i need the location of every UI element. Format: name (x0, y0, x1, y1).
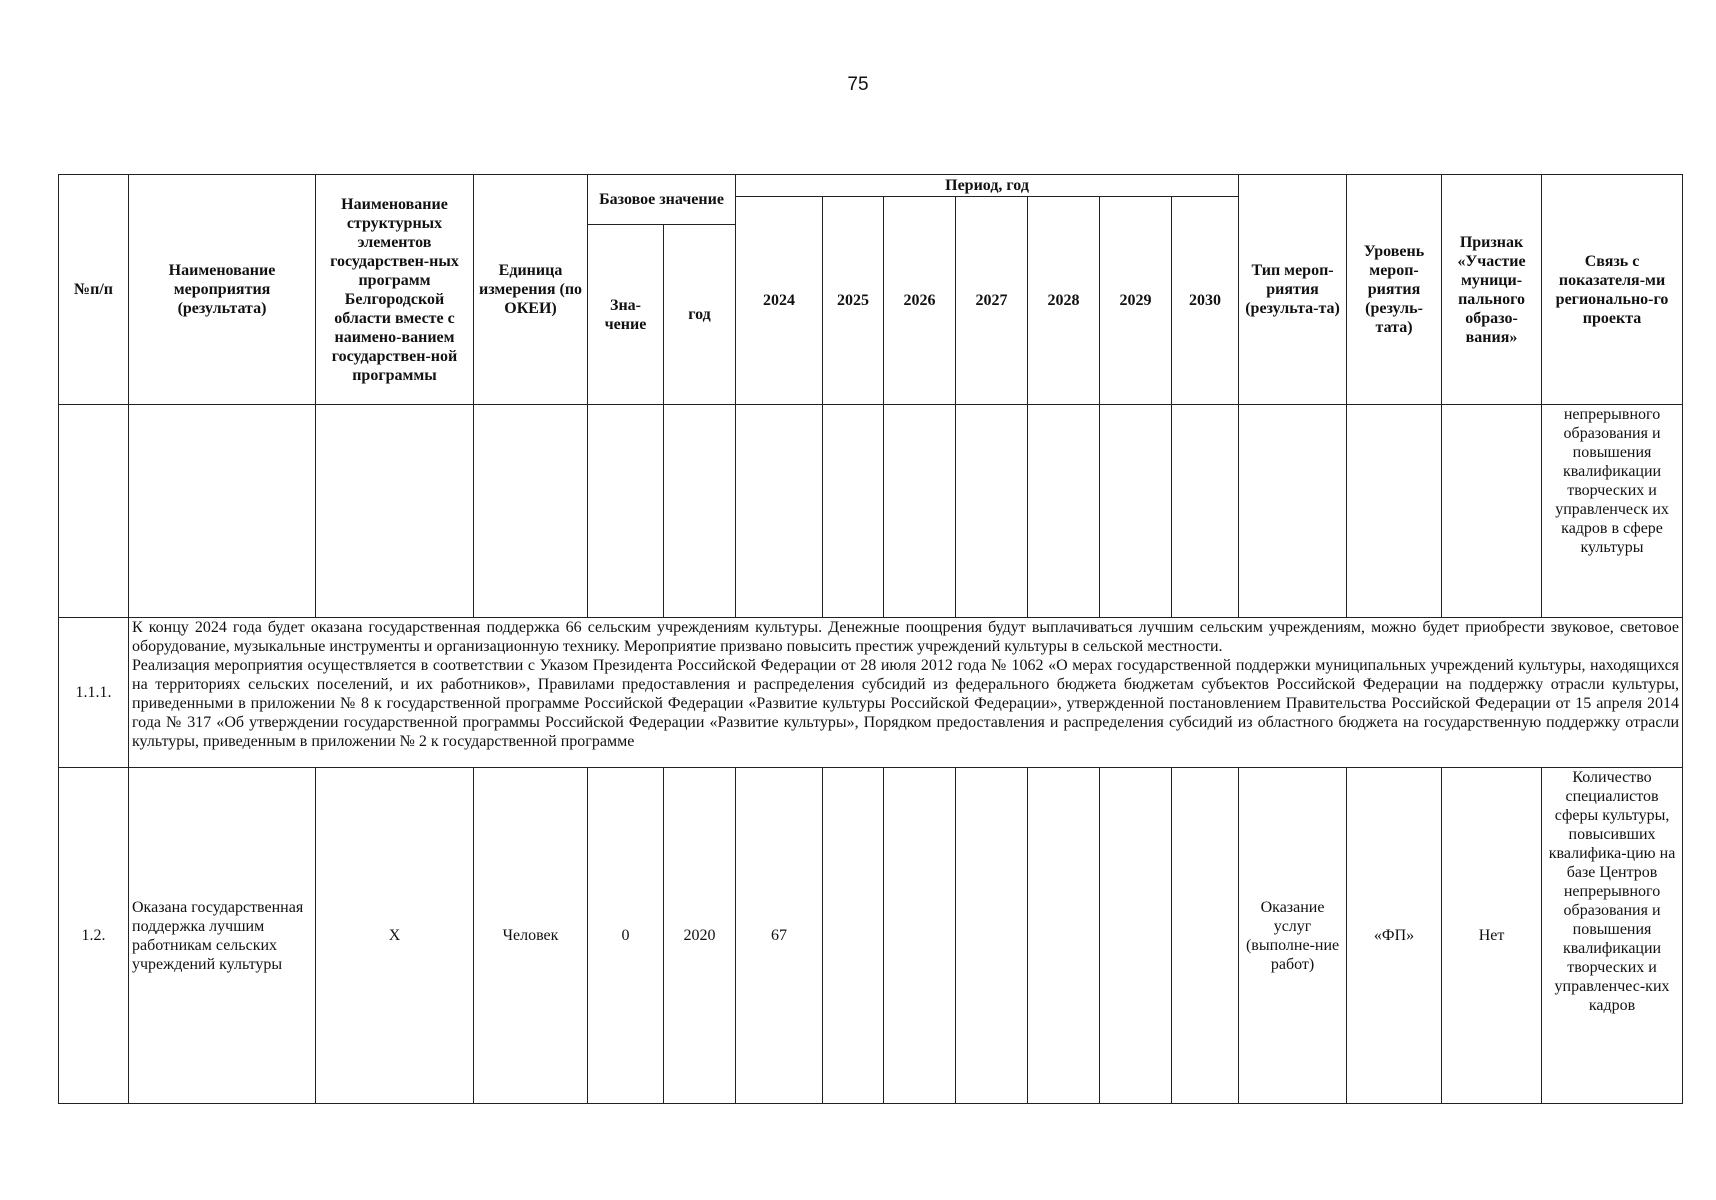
table-row-continuation (59, 405, 1683, 618)
row-12-2026 (884, 768, 956, 1104)
header-year-2030: 2030 (1172, 197, 1239, 405)
cont-name (129, 405, 316, 618)
row-12-unit: Человек (474, 768, 588, 1104)
row-12-2030 (1172, 768, 1239, 1104)
header-level: Уровень мероп-риятия (резуль-тата) (1347, 175, 1442, 405)
header-base: Базовое значение (588, 175, 736, 225)
cont-2025 (823, 405, 884, 618)
row-111-description (129, 618, 1683, 768)
row-12-municipal: Нет (1442, 768, 1542, 1104)
row-12-2024: 67 (736, 768, 823, 1104)
header-link: Связь с показателя-ми регионально-го проекта (1542, 175, 1683, 405)
header-municipal: Признак «Участие муници-пального образо-вания» (1442, 175, 1542, 405)
header-period: Период, год (736, 175, 1239, 197)
page-number: 75 (847, 74, 869, 95)
row-12-num: 1.2. (59, 768, 129, 1104)
row-12-2029 (1100, 768, 1172, 1104)
cont-2030 (1172, 405, 1239, 618)
header-year-2027: 2027 (956, 197, 1028, 405)
header-year-2024: 2024 (736, 197, 823, 405)
cont-num (59, 405, 129, 618)
row-111-para-2: Реализация мероприятия осуществляется в соответствии с Указом Президента Российской Федерации от 28 июля 2012 года № 1062 «О мерах государственной поддержки муниципальных учреждений культуры, находящихся на территориях сельских поселений, и их работников», Правилами предоставления и распределения субсидий из федерального бюджета бюджетам субъектов Российской Федерации на поддержку отрасли культуры, приведенными в приложении № 8 к государственной программе Российской Федерации «Развитие культуры Российской Федерации», утвержденной постановлением Правительства Российской Федерации от 15 апреля 2014 года № 317 «Об утверждении государственной программы Российской Федерации «Развитие культуры», Порядком предоставления и распределения субсидий из областного бюджета на государственную поддержку отрасли культуры, приведенным в приложении № 2 к государственной программе (132, 657, 1680, 750)
header-unit: Единица измерения (по ОКЕИ) (474, 175, 588, 405)
header-num: №п/п (59, 175, 129, 405)
header-year-2025: 2025 (823, 197, 884, 405)
row-12-name: Оказана государственная поддержка лучшим работникам сельских учреждений культуры (129, 768, 316, 1104)
cont-struct (316, 405, 474, 618)
header-year-2028: 2028 (1028, 197, 1100, 405)
table-row-1-1-1 (59, 618, 1683, 768)
row-12-link: Количество специалистов сферы культуры, повысивших квалифика-цию на базе Центров непрерывного образования и повышения квалификации творческих и управленчес-ких кадров (1548, 769, 1676, 1014)
row-12-link-cell (1542, 768, 1683, 1104)
program-table (58, 174, 1683, 1104)
row-12-2028 (1028, 768, 1100, 1104)
row-12-base-value: 0 (588, 768, 664, 1104)
cont-base-value (588, 405, 664, 618)
cont-level (1347, 405, 1442, 618)
header-year-2026: 2026 (884, 197, 956, 405)
header-name: Наименование мероприятия (результата) (129, 175, 316, 405)
cont-unit (474, 405, 588, 618)
cont-2028 (1028, 405, 1100, 618)
row-12-2027 (956, 768, 1028, 1104)
cont-link: непрерывного образования и повышения квалификации творческих и управленческ их кадров в сфере культуры (1555, 406, 1669, 556)
table-row-1-2 (59, 768, 1683, 1104)
cont-type (1239, 405, 1347, 618)
row-12-level: «ФП» (1347, 768, 1442, 1104)
header-row-1 (59, 175, 1683, 197)
header-base-value: Зна-чение (588, 225, 664, 405)
header-base-year: год (664, 225, 736, 405)
header-type: Тип мероп-риятия (результа-та) (1239, 175, 1347, 405)
row-12-struct: X (316, 768, 474, 1104)
cont-2026 (884, 405, 956, 618)
row-12-type: Оказание услуг (выполне-ние работ) (1239, 768, 1347, 1104)
cont-2024 (736, 405, 823, 618)
header-struct: Наименование структурных элементов государствен-ных программ Белгородской области вместе с наимено-ванием государствен-ной программы (316, 175, 474, 405)
cont-link-cell (1542, 405, 1683, 618)
header-year-2029: 2029 (1100, 197, 1172, 405)
row-12-2025 (823, 768, 884, 1104)
cont-municipal (1442, 405, 1542, 618)
row-111-num: 1.1.1. (59, 618, 129, 768)
row-111-para-1: К концу 2024 года будет оказана государственная поддержка 66 сельским учреждениям культуры. Денежные поощрения будут выплачиваться лучшим сельским учреждениям, можно будет приобрести звуковое, световое оборудование, музыкальные инструменты и организационную технику. Мероприятие призвано повысить престиж учреждений культуры в сельской местности. (132, 619, 1680, 655)
cont-base-year (664, 405, 736, 618)
row-12-base-year: 2020 (664, 768, 736, 1104)
cont-2027 (956, 405, 1028, 618)
cont-2029 (1100, 405, 1172, 618)
